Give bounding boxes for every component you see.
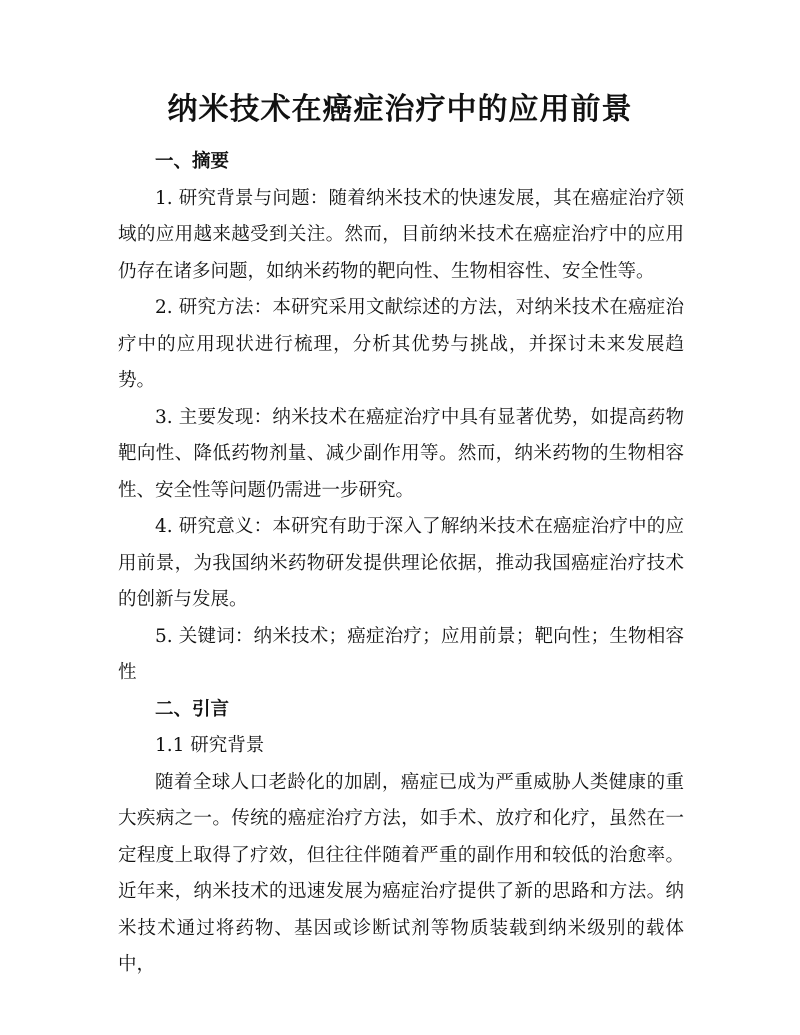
section-heading-abstract: 一、摘要	[155, 151, 230, 172]
abstract-item-5: 5. 关键词：纳米技术；癌症治疗；应用前景；靶向性；生物相容性	[118, 625, 684, 683]
subsection-heading-background: 1.1 研究背景	[155, 735, 265, 756]
abstract-item-4: 4. 研究意义：本研究有助于深入了解纳米技术在癌症治疗中的应用前景，为我国纳米药物研发提供理论依据，推动我国癌症治疗技术的创新与发展。	[118, 516, 684, 610]
section-heading-introduction: 二、引言	[155, 698, 230, 720]
introduction-paragraph: 随着全球人口老龄化的加剧，癌症已成为严重威胁人类健康的重大疾病之一。传统的癌症治疗方法，如手术、放疗和化疗，虽然在一定程度上取得了疗效，但往往伴随着严重的副作用和较低的治愈率。近年来，纳米技术的迅速发展为癌症治疗提供了新的思路和方法。纳米技术通过将药物、基因或诊断试剂等物质装载到纳米级别的载体中，	[118, 771, 684, 975]
abstract-item-1: 1. 研究背景与问题：随着纳米技术的快速发展，其在癌症治疗领域的应用越来越受到关注。然而，目前纳米技术在癌症治疗中的应用仍存在诸多问题，如纳米药物的靶向性、生物相容性、安全性等。	[118, 187, 684, 282]
document-body	[118, 144, 684, 984]
document-title: 纳米技术在癌症治疗中的应用前景	[167, 92, 633, 127]
abstract-item-3: 3. 主要发现：纳米技术在癌症治疗中具有显著优势，如提高药物靶向性、降低药物剂量、减少副作用等。然而，纳米药物的生物相容性、安全性等问题仍需进一步研究。	[118, 406, 684, 501]
abstract-item-2: 2. 研究方法：本研究采用文献综述的方法，对纳米技术在癌症治疗中的应用现状进行梳理，分析其优势与挑战，并探讨未来发展趋势。	[118, 297, 684, 391]
